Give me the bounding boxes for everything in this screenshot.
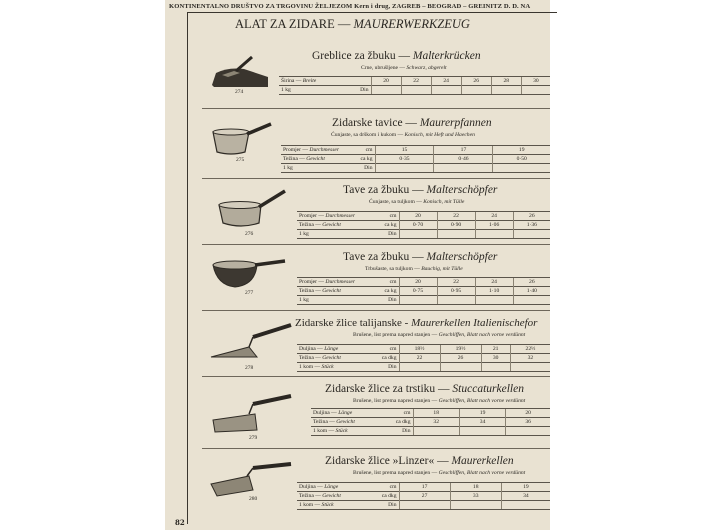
item-number: 279 — [249, 435, 258, 441]
item-subtitle-de: Schwarz, abgerelt — [406, 65, 447, 71]
spec-table — [297, 344, 550, 372]
row-label: Duljina — Länge — [297, 483, 369, 492]
row-unit: ca dkg — [369, 492, 399, 501]
table-cell: 26 — [513, 278, 550, 287]
table-cell: 34 — [501, 492, 550, 501]
spec-table — [297, 482, 550, 510]
table-cell: 20 — [371, 77, 401, 86]
row-label: Težina — Gewicht — [311, 418, 383, 427]
table-cell: 30 — [481, 354, 510, 363]
item-title — [312, 50, 481, 62]
table-row — [297, 230, 550, 239]
item-subtitle — [331, 132, 475, 138]
divider — [202, 376, 550, 377]
row-label: 1 kg — [297, 230, 369, 239]
spec-table — [279, 76, 550, 95]
item-title — [325, 383, 524, 395]
item-subtitle-hr: Trbušaste, sa tuljkom — — [365, 266, 420, 272]
table-row — [297, 296, 550, 305]
item-title — [295, 317, 537, 329]
table-cell — [440, 363, 481, 372]
item-title-hr: Greblice za žbuku — — [312, 50, 411, 62]
table-row — [297, 501, 550, 510]
item-subtitle-de: Bauchig, mit Tülle — [421, 266, 463, 272]
item-subtitle-hr: Ćunjaste, sa drškom i kukom — — [331, 132, 404, 138]
item-title — [325, 455, 514, 467]
table-row — [281, 164, 550, 173]
row-unit: ca dkg — [383, 418, 413, 427]
table-cell: 0·95 — [437, 287, 475, 296]
table-cell — [513, 296, 550, 305]
item-title-hr: Zidarske žlice »Linzer« — — [325, 455, 449, 467]
row-unit: Din — [349, 86, 371, 95]
item-title-de: Maurerkellen Italienischefor — [411, 317, 538, 329]
page-number: 82 — [175, 518, 185, 527]
row-label: 1 kg — [281, 164, 349, 173]
table-cell — [399, 296, 437, 305]
item-title-hr: Tave za žbuku — — [343, 184, 424, 196]
spec-table — [311, 408, 550, 436]
item-subtitle-de: Konisch, mit Heft und Haechen — [404, 132, 475, 138]
table-row — [281, 146, 550, 155]
page-title — [235, 17, 470, 32]
table-cell: 36 — [506, 418, 550, 427]
table-row — [311, 427, 550, 436]
table-row — [311, 418, 550, 427]
item-number: 275 — [236, 157, 245, 163]
linzer-trowel-icon — [209, 460, 295, 500]
table-cell — [399, 363, 440, 372]
row-unit: Din — [369, 501, 399, 510]
row-unit: cm — [383, 409, 413, 418]
divider — [202, 108, 550, 109]
table-cell — [399, 230, 437, 239]
item-subtitle — [365, 266, 463, 272]
item-subtitle-hr: Crne, ubrušljene — — [361, 65, 405, 71]
item-title-hr: Zidarske žlice za trstiku — — [325, 383, 450, 395]
table-cell: 0·70 — [399, 221, 437, 230]
table-row — [297, 278, 550, 287]
row-unit: cm — [369, 212, 399, 221]
item-number: 274 — [235, 89, 244, 95]
item-title — [332, 117, 492, 129]
table-cell: 1·40 — [513, 287, 550, 296]
row-unit: Din — [369, 230, 399, 239]
item-subtitle — [353, 332, 525, 338]
table-cell: 17 — [399, 483, 450, 492]
item-title-hr: Tave za žbuku — — [343, 251, 424, 263]
item-subtitle — [369, 199, 464, 205]
row-label: Promjer — Durchmesser — [297, 278, 369, 287]
table-cell: 0·90 — [437, 221, 475, 230]
row-unit: Din — [369, 296, 399, 305]
table-row — [297, 287, 550, 296]
row-label: Duljina — Länge — [311, 409, 383, 418]
row-label: 1 kg — [297, 296, 369, 305]
table-cell — [434, 164, 493, 173]
item-title-de: Maurerkellen — [451, 455, 514, 467]
table-cell: 19 — [501, 483, 550, 492]
table-cell — [437, 230, 475, 239]
table-cell: 18 — [450, 483, 501, 492]
table-cell: 18½ — [399, 345, 440, 354]
top-banner: KONTINENTALNO DRUŠTVO ZA TRGOVINU ŽELJEZOM Kern i drug, ZAGREB – BEOGRAD – GREINITZ D. D. NA — [169, 3, 531, 10]
divider — [202, 448, 550, 449]
table-row — [311, 409, 550, 418]
table-row — [297, 483, 550, 492]
table-cell — [437, 296, 475, 305]
row-label: Promjer — Durchmesser — [297, 212, 369, 221]
row-unit: ca dkg — [369, 354, 399, 363]
row-label: Duljina — Länge — [297, 345, 369, 354]
row-label: Težina — Gewicht — [297, 354, 369, 363]
table-cell: 26 — [513, 212, 550, 221]
spec-table — [281, 145, 550, 173]
row-label: 1 kom — Stück — [311, 427, 383, 436]
table-cell — [510, 363, 550, 372]
table-cell — [431, 86, 461, 95]
row-label: 1 kg — [279, 86, 349, 95]
table-cell: 22 — [399, 354, 440, 363]
table-row — [297, 354, 550, 363]
table-cell: 27 — [399, 492, 450, 501]
table-cell: 20 — [399, 278, 437, 287]
row-unit: ca kg — [369, 221, 399, 230]
table-cell: 20 — [506, 409, 550, 418]
table-cell — [475, 296, 513, 305]
row-label: Težina — Gewicht — [281, 155, 349, 164]
table-row — [297, 363, 550, 372]
item-title-hr: Zidarske tavice — — [332, 117, 417, 129]
table-row — [297, 492, 550, 501]
item-title-hr: Zidarske žlice talijanske - — [295, 317, 409, 329]
item-subtitle-hr: Brušene, list prema napred stanjen — — [353, 470, 438, 476]
table-cell: 0·75 — [399, 287, 437, 296]
table-cell: 17 — [434, 146, 493, 155]
table-cell — [506, 427, 550, 436]
table-cell — [401, 86, 431, 95]
table-cell: 0·35 — [375, 155, 434, 164]
table-row — [297, 212, 550, 221]
table-cell: 32 — [510, 354, 550, 363]
table-cell: 20 — [399, 212, 437, 221]
page-title-hr: ALAT ZA ZIDARE — — [235, 17, 351, 31]
table-cell — [481, 363, 510, 372]
item-number: 278 — [245, 365, 254, 371]
table-cell: 24 — [475, 278, 513, 287]
row-unit: cm — [349, 146, 375, 155]
item-subtitle — [353, 398, 525, 404]
table-cell: 0·50 — [493, 155, 550, 164]
row-unit: ca kg — [369, 287, 399, 296]
table-cell: 1·06 — [475, 221, 513, 230]
row-label: Težina — Gewicht — [297, 221, 369, 230]
row-label: 1 kom — Stück — [297, 501, 369, 510]
divider — [202, 244, 550, 245]
row-unit: cm — [369, 345, 399, 354]
table-cell — [399, 501, 450, 510]
item-number: 276 — [245, 231, 254, 237]
table-cell — [459, 427, 505, 436]
row-unit: Din — [349, 164, 375, 173]
table-cell: 22 — [437, 278, 475, 287]
table-cell: 34 — [459, 418, 505, 427]
row-label: Promjer — Durchmesser — [281, 146, 349, 155]
table-cell — [501, 501, 550, 510]
table-cell: 30 — [521, 77, 550, 86]
table-cell: 24 — [431, 77, 461, 86]
table-row — [279, 77, 550, 86]
item-subtitle-hr: Brušene, list prema napred stanjen — — [353, 332, 438, 338]
spec-table — [297, 211, 550, 239]
item-title — [343, 251, 497, 263]
table-cell — [491, 86, 521, 95]
catalog-page — [165, 0, 550, 530]
plaster-scoop-icon — [215, 187, 287, 231]
table-cell: 22 — [401, 77, 431, 86]
item-subtitle-de: Geschliffen, Blatt nach vorne verdünnt — [438, 332, 526, 338]
table-cell: 19 — [459, 409, 505, 418]
row-label: Težina — Gewicht — [297, 287, 369, 296]
table-cell: 19 — [493, 146, 550, 155]
table-row — [279, 86, 550, 95]
table-cell: 26 — [440, 354, 481, 363]
table-cell — [513, 230, 550, 239]
mason-pan-icon — [209, 120, 273, 158]
table-cell: 21 — [481, 345, 510, 354]
row-unit: Din — [369, 363, 399, 372]
divider — [202, 310, 550, 311]
item-title-de: Malterkrücken — [412, 50, 481, 62]
table-cell: 1·36 — [513, 221, 550, 230]
table-cell: 15 — [375, 146, 434, 155]
row-unit — [349, 77, 371, 86]
row-label: Težina — Gewicht — [297, 492, 369, 501]
divider — [202, 178, 550, 179]
item-subtitle-hr: Brušene, list prema napred stanjen — — [353, 398, 438, 404]
item-title-de: Malterschöpfer — [426, 251, 498, 263]
table-cell: 32 — [413, 418, 459, 427]
table-cell: 28 — [491, 77, 521, 86]
bellied-scoop-icon — [211, 253, 287, 291]
table-cell — [493, 164, 550, 173]
item-subtitle — [361, 65, 447, 71]
table-cell: 26 — [461, 77, 491, 86]
table-row — [297, 345, 550, 354]
table-cell — [413, 427, 459, 436]
table-row — [297, 221, 550, 230]
item-subtitle-de: Konisch, mit Tülle — [423, 199, 465, 205]
row-label: 1 kom — Stück — [297, 363, 369, 372]
table-cell — [371, 86, 401, 95]
item-subtitle-hr: Ćunjaste, sa tuljkom — — [369, 199, 422, 205]
table-cell: 18 — [413, 409, 459, 418]
table-cell — [375, 164, 434, 173]
row-label: Širina — Breite — [279, 77, 349, 86]
row-unit: cm — [369, 278, 399, 287]
item-subtitle — [353, 470, 525, 476]
plaster-rake-icon — [208, 55, 272, 91]
table-cell: 1·10 — [475, 287, 513, 296]
item-title-de: Maurerpfannen — [419, 117, 492, 129]
table-cell — [450, 501, 501, 510]
row-unit: Din — [383, 427, 413, 436]
stucco-trowel-icon — [209, 392, 295, 434]
table-cell: 33 — [450, 492, 501, 501]
item-title — [343, 184, 497, 196]
item-subtitle-de: Geschliffen, Blatt nach vorne verdünnt — [438, 398, 526, 404]
item-number: 277 — [245, 290, 254, 296]
table-cell: 22½ — [510, 345, 550, 354]
table-row — [281, 155, 550, 164]
spec-table — [297, 277, 550, 305]
table-cell: 0·46 — [434, 155, 493, 164]
item-title-de: Malterschöpfer — [426, 184, 498, 196]
table-cell — [475, 230, 513, 239]
page-title-de: MAURERWERKZEUG — [353, 17, 470, 31]
table-cell: 24 — [475, 212, 513, 221]
item-subtitle-de: Geschliffen, Blatt nach vorne verdünnt — [438, 470, 526, 476]
table-cell: 19½ — [440, 345, 481, 354]
table-cell — [461, 86, 491, 95]
table-cell: 22 — [437, 212, 475, 221]
item-number: 280 — [249, 496, 258, 502]
row-unit: ca kg — [349, 155, 375, 164]
table-cell — [521, 86, 550, 95]
italian-trowel-icon — [209, 321, 295, 363]
row-unit: cm — [369, 483, 399, 492]
item-title-de: Stuccaturkellen — [452, 383, 524, 395]
